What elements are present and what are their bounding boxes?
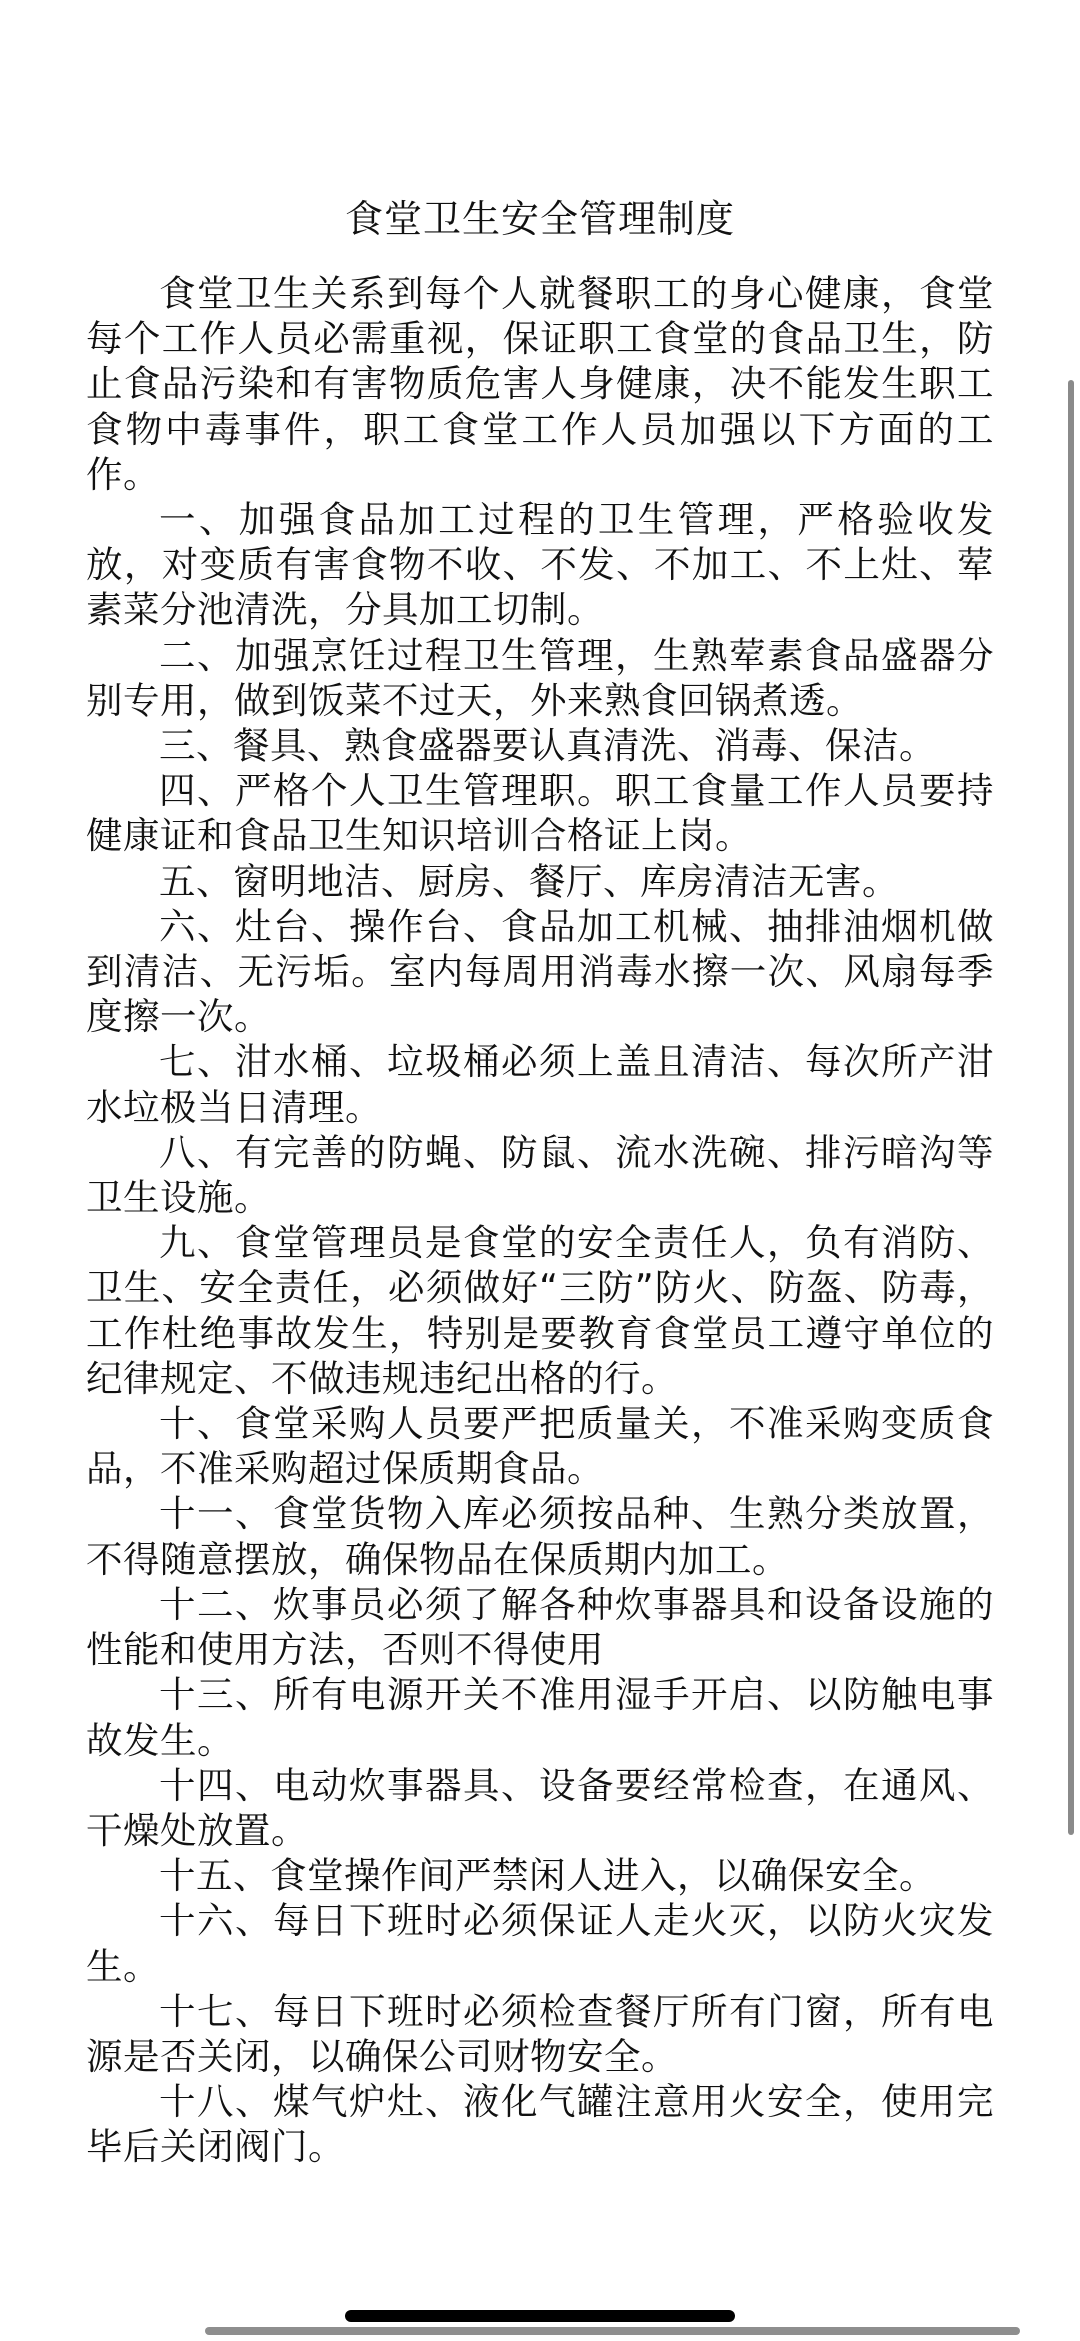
vertical-scrollbar[interactable] xyxy=(1068,380,1074,1835)
rule-item-11: 十一、食堂货物入库必须按品种、生熟分类放置，不得随意摆放，确保物品在保质期内加工。 xyxy=(86,1492,994,1581)
rule-item-8: 八、有完善的防蝇、防鼠、流水洗碗、排污暗沟等卫生设施。 xyxy=(86,1130,994,1220)
rule-item-13: 十三、所有电源开关不准用湿手开启、以防触电事故发生。 xyxy=(86,1673,994,1762)
intro-paragraph: 食堂卫生关系到每个人就餐职工的身心健康，食堂每个工作人员必需重视，保证职工食堂的食品卫生，防止食品污染和有害物质危害人身健康，决不能发生职工食物中毒事件，职工食堂工作人员加强以下方面的工作。 xyxy=(86,272,994,496)
horizontal-scroll-track[interactable] xyxy=(205,2327,1020,2335)
rule-item-7: 七、泔水桶、垃圾桶必须上盖且清洁、每次所产泔水垃极当日清理。 xyxy=(86,1040,994,1129)
rule-item-6: 六、灶台、操作台、食品加工机械、抽排油烟机做到清洁、无污垢。室内每周用消毒水擦一次、风扇每季度擦一次。 xyxy=(86,904,994,1039)
rule-item-1: 一、加强食品加工过程的卫生管理，严格验收发放，对变质有害食物不收、不发、不加工、不上灶、荤素菜分池清洗，分具加工切制。 xyxy=(86,498,994,632)
rule-item-14: 十四、电动炊事器具、设备要经常检查，在通风、干燥处放置。 xyxy=(86,1763,994,1852)
rule-item-2: 二、加强烹饪过程卫生管理，生熟荤素食品盛器分别专用，做到饭菜不过天，外来熟食回锅煮透。 xyxy=(86,633,994,722)
rule-item-12: 十二、炊事员必须了解各种炊事器具和设备设施的性能和使用方法，否则不得使用 xyxy=(86,1582,994,1672)
home-indicator[interactable] xyxy=(345,2310,735,2322)
rule-item-16: 十六、每日下班时必须保证人走火灭，以防火灾发生。 xyxy=(86,1899,994,1988)
rule-item-3: 三、餐具、熟食盛器要认真清洗、消毒、保洁。 xyxy=(159,724,936,768)
document-title: 食堂卫生安全管理制度 xyxy=(344,197,735,241)
rule-item-4: 四、严格个人卫生管理职。职工食量工作人员要持健康证和食品卫生知识培训合格证上岗。 xyxy=(86,769,994,858)
rule-item-18: 十八、煤气炉灶、液化气罐注意用火安全，使用完毕后关闭阀门。 xyxy=(86,2080,994,2169)
rule-item-5: 五、窗明地洁、厨房、餐厅、库房清洁无害。 xyxy=(159,859,899,903)
rule-item-10: 十、食堂采购人员要严把质量关，不准采购变质食品，不准采购超过保质期食品。 xyxy=(86,1402,994,1491)
rule-item-17: 十七、每日下班时必须检查餐厅所有门窗，所有电源是否关闭，以确保公司财物安全。 xyxy=(86,1989,994,2078)
rule-item-9: 九、食堂管理员是食堂的安全责任人，负有消防、卫生、安全责任，必须做好“三防”防火、防盔、防毒，工作杜绝事故发生，特别是要教育食堂员工遵守单位的纪律规定、不做违规违纪出格的行。 xyxy=(86,1221,994,1400)
rule-item-15: 十五、食堂操作间严禁闲人进入，以确保安全。 xyxy=(159,1854,936,1898)
document-page xyxy=(86,185,994,2170)
